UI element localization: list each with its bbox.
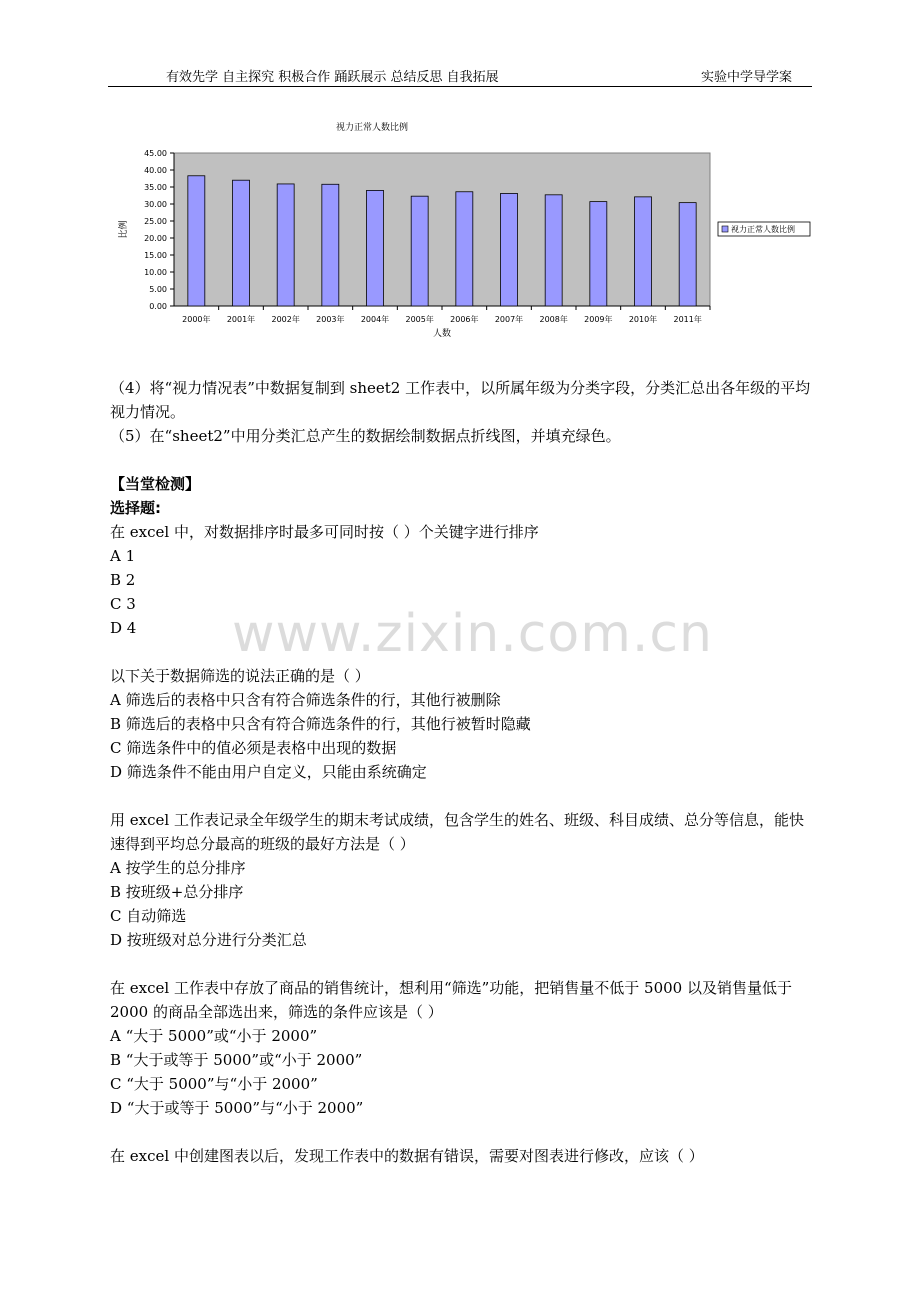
page-header	[108, 64, 812, 87]
bar	[188, 176, 205, 306]
bar	[679, 203, 696, 306]
section-title: 【当堂检测】	[110, 475, 201, 493]
q1-option-d: D 4	[110, 619, 137, 637]
q2-stem: 以下关于数据筛选的说法正确的是（ ）	[110, 667, 370, 685]
q2-option-a: A 筛选后的表格中只含有符合筛选条件的行，其他行被删除	[110, 691, 501, 709]
bar	[411, 196, 428, 306]
x-tick-label: 2006年	[450, 315, 479, 324]
y-tick-label: 20.00	[144, 234, 167, 243]
x-tick-label: 2011年	[673, 315, 702, 324]
bar	[590, 202, 607, 306]
bar	[635, 197, 652, 306]
x-tick-label: 2010年	[628, 315, 658, 324]
bar	[233, 180, 250, 306]
q3-option-c: C 自动筛选	[110, 907, 187, 925]
bar	[367, 190, 384, 306]
bar	[277, 184, 294, 306]
q3-option-a: A 按学生的总分排序	[110, 859, 246, 877]
watermark: www.zixin.com.cn	[232, 604, 713, 664]
document-body	[110, 376, 814, 1168]
q1-option-c: C 3	[110, 595, 136, 613]
bar	[501, 193, 518, 306]
y-tick-label: 45.00	[144, 149, 167, 158]
y-tick-label: 10.00	[144, 268, 167, 277]
y-tick-label: 25.00	[144, 217, 167, 226]
q1-option-a: A 1	[110, 547, 136, 565]
q1-option-b: B 2	[110, 571, 136, 589]
y-tick-label: 15.00	[144, 251, 167, 260]
plot-area	[174, 153, 710, 306]
q3-option-d: D 按班级对总分进行分类汇总	[110, 931, 307, 949]
q4-option-d: D “大于或等于 5000”与“小于 2000”	[110, 1099, 364, 1117]
bar	[322, 184, 339, 306]
x-tick-label: 2002年	[271, 315, 300, 324]
x-tick-label: 2009年	[584, 315, 613, 324]
header-school: 实验中学导学案	[700, 70, 792, 85]
y-tick-label: 30.00	[144, 200, 167, 209]
y-tick-label: 0.00	[149, 302, 167, 311]
legend-swatch	[722, 226, 728, 232]
x-tick-label: 2003年	[316, 315, 345, 324]
y-tick-label: 35.00	[144, 183, 167, 192]
legend-label: 视力正常人数比例	[731, 225, 795, 234]
x-tick-label: 2000年	[182, 315, 211, 324]
x-tick-label: 2008年	[539, 315, 568, 324]
q1-stem: 在 excel 中，对数据排序时最多可同时按（ ）个关键字进行排序	[110, 523, 539, 541]
x-tick-label: 2001年	[226, 315, 256, 324]
y-tick-label: 5.00	[149, 285, 167, 294]
q4-option-c: C “大于 5000”与“小于 2000”	[110, 1075, 318, 1093]
q5-stem: 在 excel 中创建图表以后，发现工作表中的数据有错误，需要对图表进行修改，应该（ ）	[110, 1147, 704, 1165]
q4-option-a: A “大于 5000”或“小于 2000”	[110, 1027, 318, 1045]
bar	[456, 192, 473, 306]
bar-chart	[108, 116, 820, 346]
task-5: （5）在“sheet2”中用分类汇总产生的数据绘制数据点折线图，并填充绿色。	[110, 427, 621, 445]
x-tick-label: 2007年	[494, 315, 524, 324]
q4-stem: 在 excel 工作表中存放了商品的销售统计，想利用“筛选”功能，把销售量不低于 5000 以及销售量低于 2000 的商品全部选出来，筛选的条件应该是（ ）	[110, 979, 792, 1021]
x-tick-label: 2005年	[405, 315, 434, 324]
task-4: （4）将“视力情况表”中数据复制到 sheet2 工作表中，以所属年级为分类字段，分类汇总出各年级的平均视力情况。	[110, 379, 811, 421]
y-axis-label: 比例	[119, 220, 129, 239]
q2-option-b: B 筛选后的表格中只含有符合筛选条件的行，其他行被暂时隐藏	[110, 715, 531, 733]
bar	[545, 195, 562, 306]
y-tick-label: 40.00	[144, 166, 167, 175]
x-tick-label: 2004年	[360, 315, 390, 324]
header-motto: 有效先学 自主探究 积极合作 踊跃展示 总结反思 自我拓展	[166, 70, 499, 85]
question-type: 选择题:	[110, 499, 161, 517]
x-axis-label: 人数	[432, 329, 452, 339]
q2-option-d: D 筛选条件不能由用户自定义，只能由系统确定	[110, 763, 427, 781]
chart-title: 视力正常人数比例	[335, 123, 409, 133]
q3-stem: 用 excel 工作表记录全年级学生的期末考试成绩，包含学生的姓名、班级、科目成绩、总分等信息，能快速得到平均总分最高的班级的最好方法是（ ）	[110, 811, 804, 853]
q2-option-c: C 筛选条件中的值必须是表格中出现的数据	[110, 739, 397, 757]
q3-option-b: B 按班级+总分排序	[110, 883, 244, 901]
q4-option-b: B “大于或等于 5000”或“小于 2000”	[110, 1051, 363, 1069]
